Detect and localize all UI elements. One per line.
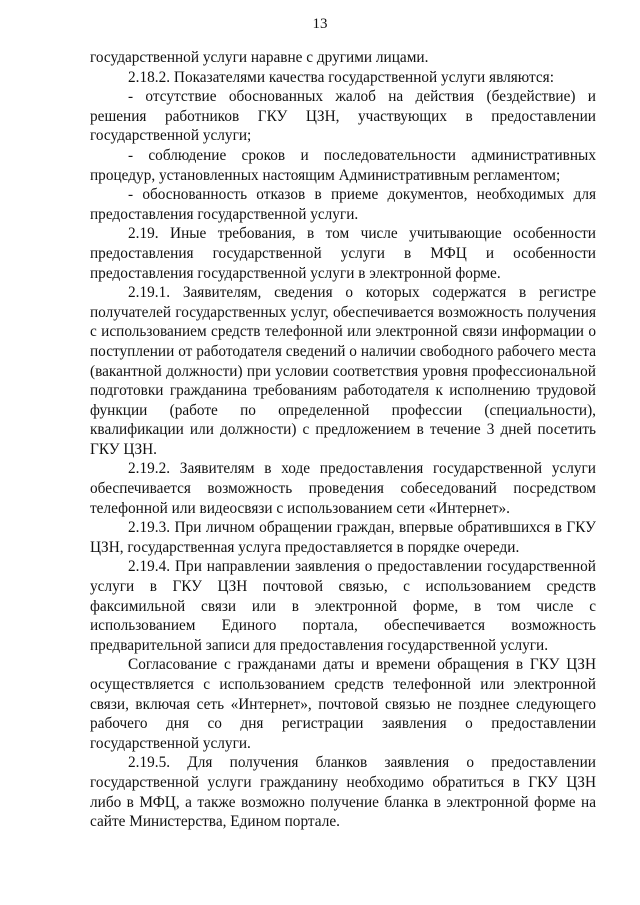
paragraph-2-19-5: 2.19.5. Для получения бланков заявления о предоставлении государственной услуги гражданину необходимо обратиться в ГКУ ЦЗН либо в МФЦ, а также возможно получение бланка в электронной форме на сайте Министерства, Едином портале. [90, 754, 596, 831]
paragraph-2-19-1: 2.19.1. Заявителям, сведения о которых содержатся в регистре получателей государственных услуг, обеспечивается возможность получения с использованием средств телефонной или электронной связи информации о поступлении от работодателя сведений о наличии свободного рабочего места (вакантной должности) при условии соответствия уровня профессиональной подготовки гражданина требованиям работодателя к исполнению трудовой функции (работе по определенной профессии (специальности), квалификации или должности) с предложением в течение 3 дней посетить ГКУ ЦЗН. [90, 284, 596, 458]
document-body [90, 48, 596, 832]
page-number: 13 [312, 16, 328, 32]
paragraph-scheduling: Согласование с гражданами даты и времени обращения в ГКУ ЦЗН осуществляется с использованием средств телефонной или электронной связи, включая сеть «Интернет», почтовой связью не позднее следующего рабочего дня со дня регистрации заявления о предоставлении государственной услуги. [90, 656, 596, 752]
paragraph-continuation: государственной услуги наравне с другими лицами. [90, 49, 429, 66]
paragraph-2-19: 2.19. Иные требования, в том числе учитывающие особенности предоставления государственной услуги в МФЦ и особенности предоставления государственной услуги в электронной форме. [90, 225, 596, 282]
paragraph-2-19-4: 2.19.4. При направлении заявления о предоставлении государственной услуги в ГКУ ЦЗН почтовой связью, с использованием средств факсимильной связи или в электронной форме, в том числе с использованием Единого портала, обеспечивается возможность предварительной записи для предоставления государственной услуги. [90, 558, 596, 654]
list-item-complaints: - отсутствие обоснованных жалоб на действия (бездействие) и решения работников ГКУ ЦЗН, участвующих в предоставлении государственной услуги; [90, 88, 596, 145]
list-item-deadlines: - соблюдение сроков и последовательности административных процедур, установленных настоящим Административным регламентом; [90, 146, 596, 184]
paragraph-2-19-3: 2.19.3. При личном обращении граждан, впервые обратившихся в ГКУ ЦЗН, государственная услуга предоставляется в порядке очереди. [90, 519, 596, 556]
list-item-refusals: - обоснованность отказов в приеме документов, необходимых для предоставления государственной услуги. [90, 186, 596, 223]
paragraph-2-18-2: 2.18.2. Показателями качества государственной услуги являются: [128, 68, 554, 86]
paragraph-2-19-2: 2.19.2. Заявителям в ходе предоставления государственной услуги обеспечивается возможность проведения собеседований посредством телефонной или видеосвязи с использованием сети «Интернет». [90, 460, 596, 517]
